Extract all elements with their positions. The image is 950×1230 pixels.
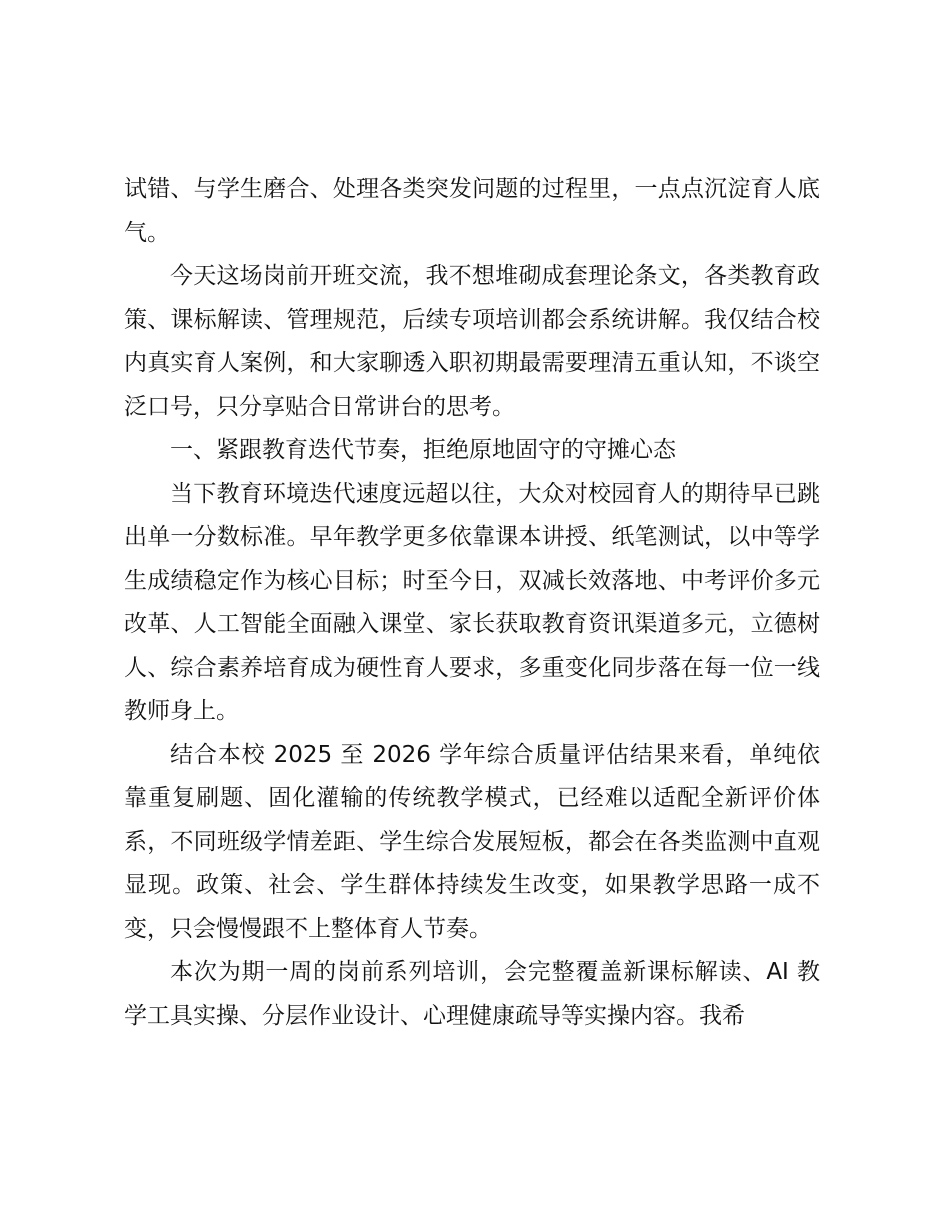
section-heading-1: 一、紧跟教育迭代节奏，拒绝原地固守的守摊心态: [170, 437, 676, 463]
paragraph-opening-remarks: 今天这场岗前开班交流，我不想堆砌成套理论条文，各类教育政策、课标解读、管理规范，后续专项培训都会系统讲解。我仅结合校内真实育人案例，和大家聊透入职初期最需要理清五重认知，不谈空泛口号，只分享贴合日常讲台的思考。: [124, 263, 820, 420]
paragraph-quality-assessment: 结合本校 2025 至 2026 学年综合质量评估结果来看，单纯依靠重复刷题、固化灌输的传统教学模式，已经难以适配全新评价体系，不同班级学情差距、学生综合发展短板，都会在各类监测中直观显现。政策、社会、学生群体持续发生改变，如果教学思路一成不变，只会慢慢跟不上整体育人节奏。: [124, 741, 820, 942]
document-body: [124, 168, 820, 1038]
paragraph-continuation: 试错、与学生磨合、处理各类突发问题的过程里，一点点沉淀育人底气。: [124, 176, 820, 246]
paragraph-education-environment: 当下教育环境迭代速度远超以往，大众对校园育人的期待早已跳出单一分数标准。早年教学更多依靠课本讲授、纸笔测试，以中等学生成绩稳定作为核心目标；时至今日，双减长效落地、中考评价多元改革、人工智能全面融入课堂、家长获取教育资讯渠道多元，立德树人、综合素养培育成为硬性育人要求，多重变化同步落在每一位一线教师身上。: [124, 480, 820, 724]
paragraph-training-plan: 本次为期一周的岗前系列培训，会完整覆盖新课标解读、AI 教学工具实操、分层作业设计、心理健康疏导等实操内容。我希: [124, 959, 820, 1029]
